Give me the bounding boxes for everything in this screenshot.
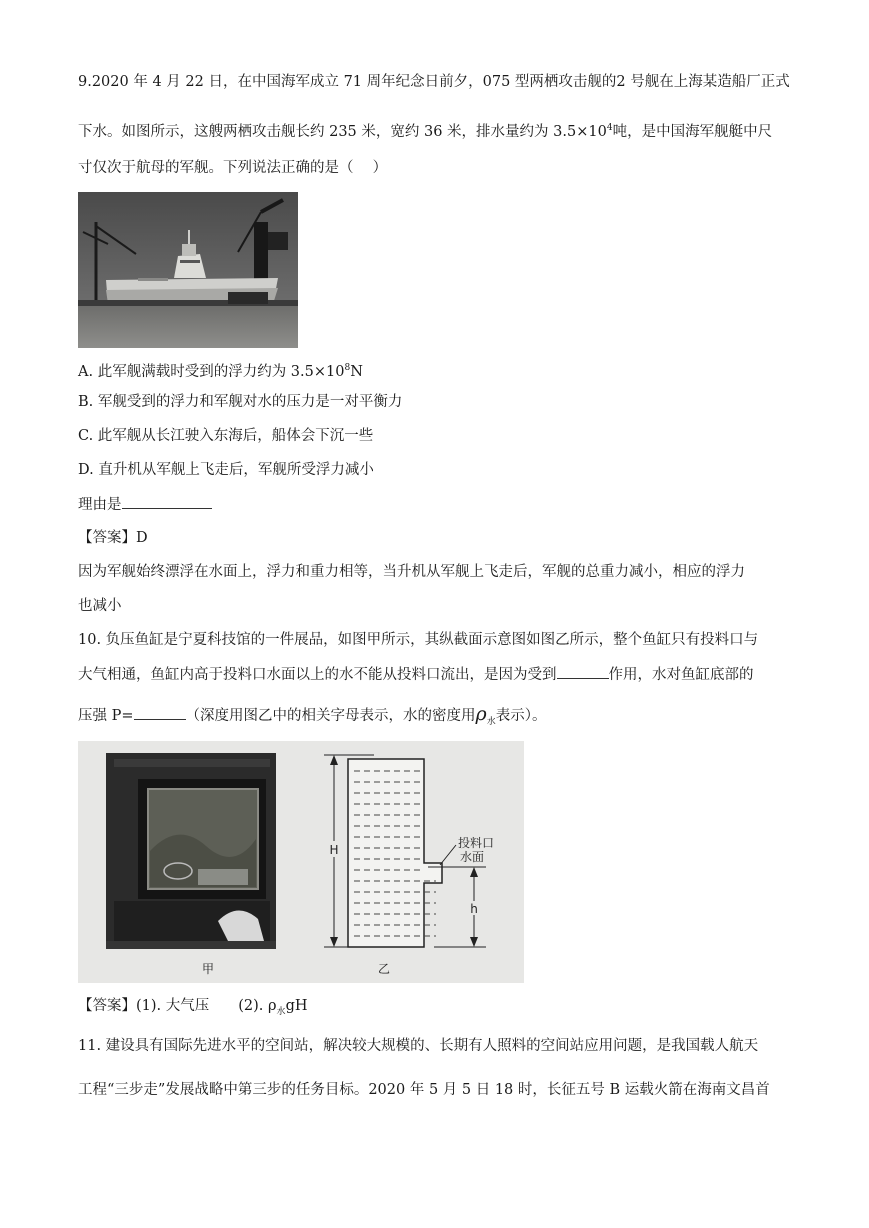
q9-option-b: B. 军舰受到的浮力和军舰对水的压力是一对平衡力 (78, 394, 403, 410)
q9-reason: 理由是 (78, 494, 212, 515)
label-water-surface: 水面 (460, 850, 485, 864)
q9-option-d: D. 直升机从军舰上飞走后，军舰所受浮力减小 (78, 462, 374, 478)
q9-stem-line1: 9.2020 年 4 月 22 日，在中国海军成立 71 周年纪念日前夕，075 型两栖攻击舰的2 号舰在上海某造船厂正式 (78, 74, 790, 90)
q10-stem-line2: 大气相通，鱼缸内高于投料口水面以上的水不能从投料口流出，是因为受到 作用，水对鱼缸底部的 (78, 664, 754, 685)
label-feed-port: 投料口 (458, 836, 495, 850)
q9-explanation-line1: 因为军舰始终漂浮在水面上，浮力和重力相等，当升机从军舰上飞走后，军舰的总重力减小，相应的浮力 (78, 564, 745, 580)
fish-tank-figure-drawing (78, 741, 524, 983)
q9-stem-line2: 下水。如图所示，这艘两栖攻击舰长约 235 米，宽约 36 米，排水量约为 $3.5\times 10^4$吨，是中国海军舰艇中尺 (78, 123, 773, 140)
q11-stem-line2: 工程“三步走”发展战略中第三步的任务目标。2020 年 5 月 5 日 18 时，长征五号 B 运载火箭在海南文昌首 (78, 1082, 770, 1098)
q9-option-c: C. 此军舰从长江驶入东海后，船体会下沉一些 (78, 428, 374, 444)
warship-photo-drawing (78, 192, 298, 348)
blank-1 (557, 664, 609, 679)
label-h: h (470, 902, 478, 916)
fish-tank-figure (78, 741, 524, 983)
reason-blank (122, 494, 212, 509)
label-yi: 乙 (377, 962, 391, 976)
label-H: H (329, 843, 339, 857)
q9-stem-line3: 寸仅次于航母的军舰。下列说法正确的是（ ） (78, 160, 388, 176)
warship-photo (78, 192, 298, 348)
q9-option-a: A. 此军舰满载时受到的浮力约为 $3.5\times 10^8N$ (78, 363, 363, 380)
q9-answer: 【答案】D (78, 530, 148, 546)
blank-2 (134, 705, 186, 720)
q11-stem-line1: 11. 建设具有国际先进水平的空间站，解决较大规模的、长期有人照料的空间站应用问题，是我国载人航天 (78, 1038, 759, 1054)
q9-explanation-line2: 也减小 (78, 598, 122, 614)
q10-answer: 【答案】(1). 大气压 (2). $\rho_水gH$ (78, 998, 308, 1017)
q10-stem-line1: 10. 负压鱼缸是宁夏科技馆的一件展品，如图甲所示，其纵截面示意图如图乙所示，整个鱼缸只有投料口与 (78, 632, 759, 648)
label-jia: 甲 (201, 962, 215, 976)
q10-stem-line3: 压强 P= （深度用图乙中的相关字母表示，水的密度用$\rho_水$表示）。 (78, 703, 547, 727)
